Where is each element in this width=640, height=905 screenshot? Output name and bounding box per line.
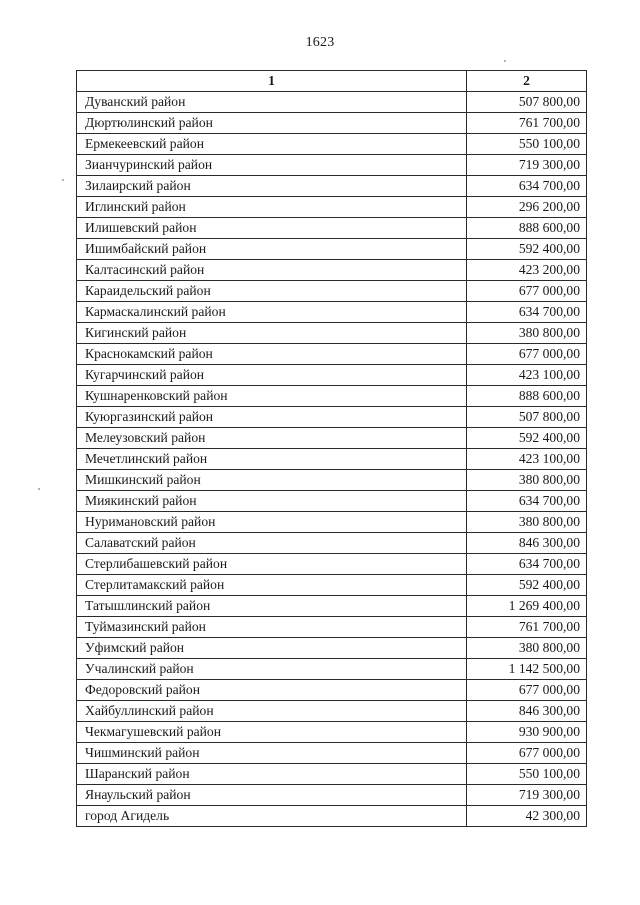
table-header-row	[77, 71, 587, 92]
amount-cell: 677 000,00	[467, 743, 587, 764]
allocation-table	[76, 70, 587, 827]
amount-cell: 507 800,00	[467, 407, 587, 428]
amount-cell: 677 000,00	[467, 281, 587, 302]
amount-cell: 507 800,00	[467, 92, 587, 113]
district-name-cell: Мечетлинский район	[77, 449, 467, 470]
amount-cell: 634 700,00	[467, 554, 587, 575]
district-name-cell: Кармаскалинский район	[77, 302, 467, 323]
table-row	[77, 701, 587, 722]
table-row	[77, 533, 587, 554]
district-name-cell: Кугарчинский район	[77, 365, 467, 386]
table-row	[77, 113, 587, 134]
amount-cell: 719 300,00	[467, 155, 587, 176]
district-name-cell: Хайбуллинский район	[77, 701, 467, 722]
amount-cell: 42 300,00	[467, 806, 587, 827]
table-row	[77, 491, 587, 512]
district-name-cell: Федоровский район	[77, 680, 467, 701]
table-row	[77, 281, 587, 302]
amount-cell: 719 300,00	[467, 785, 587, 806]
table-row	[77, 197, 587, 218]
amount-cell: 1 269 400,00	[467, 596, 587, 617]
amount-cell: 930 900,00	[467, 722, 587, 743]
district-name-cell: Зианчуринский район	[77, 155, 467, 176]
amount-cell: 761 700,00	[467, 113, 587, 134]
amount-cell: 380 800,00	[467, 470, 587, 491]
table-row	[77, 323, 587, 344]
table-row	[77, 134, 587, 155]
district-name-cell: Иглинский район	[77, 197, 467, 218]
table-row	[77, 92, 587, 113]
amount-cell: 634 700,00	[467, 491, 587, 512]
district-name-cell: Куюргазинский район	[77, 407, 467, 428]
table-row	[77, 806, 587, 827]
amount-cell: 846 300,00	[467, 533, 587, 554]
table-row	[77, 449, 587, 470]
amount-cell: 761 700,00	[467, 617, 587, 638]
amount-cell: 550 100,00	[467, 134, 587, 155]
amount-cell: 1 142 500,00	[467, 659, 587, 680]
district-name-cell: Татышлинский район	[77, 596, 467, 617]
table-row	[77, 386, 587, 407]
table-row	[77, 659, 587, 680]
district-name-cell: Янаульский район	[77, 785, 467, 806]
table-row	[77, 428, 587, 449]
district-name-cell: город Агидель	[77, 806, 467, 827]
amount-cell: 380 800,00	[467, 323, 587, 344]
scan-speck	[62, 179, 64, 181]
district-name-cell: Чишминский район	[77, 743, 467, 764]
table-row	[77, 218, 587, 239]
table-row	[77, 512, 587, 533]
district-name-cell: Миякинский район	[77, 491, 467, 512]
district-name-cell: Ермекеевский район	[77, 134, 467, 155]
scan-speck	[504, 60, 506, 62]
amount-cell: 296 200,00	[467, 197, 587, 218]
district-name-cell: Краснокамский район	[77, 344, 467, 365]
table-row	[77, 596, 587, 617]
column-header-2: 2	[467, 71, 587, 92]
table-row	[77, 239, 587, 260]
amount-cell: 846 300,00	[467, 701, 587, 722]
table-row	[77, 575, 587, 596]
district-name-cell: Шаранский район	[77, 764, 467, 785]
table-row	[77, 176, 587, 197]
district-name-cell: Кигинский район	[77, 323, 467, 344]
district-name-cell: Туймазинский район	[77, 617, 467, 638]
table-row	[77, 680, 587, 701]
district-name-cell: Караидельский район	[77, 281, 467, 302]
amount-cell: 677 000,00	[467, 344, 587, 365]
district-name-cell: Зилаирский район	[77, 176, 467, 197]
amount-cell: 592 400,00	[467, 239, 587, 260]
district-name-cell: Стерлитамакский район	[77, 575, 467, 596]
amount-cell: 380 800,00	[467, 638, 587, 659]
amount-cell: 380 800,00	[467, 512, 587, 533]
district-name-cell: Дуванский район	[77, 92, 467, 113]
column-header-1: 1	[77, 71, 467, 92]
table-row	[77, 155, 587, 176]
amount-cell: 423 100,00	[467, 365, 587, 386]
amount-cell: 634 700,00	[467, 176, 587, 197]
district-name-cell: Мишкинский район	[77, 470, 467, 491]
amount-cell: 592 400,00	[467, 428, 587, 449]
table-row	[77, 470, 587, 491]
district-name-cell: Ишимбайский район	[77, 239, 467, 260]
amount-cell: 888 600,00	[467, 218, 587, 239]
table-row	[77, 764, 587, 785]
table-row	[77, 785, 587, 806]
amount-cell: 888 600,00	[467, 386, 587, 407]
table-row	[77, 743, 587, 764]
table-row	[77, 365, 587, 386]
table-row	[77, 554, 587, 575]
table-body	[77, 92, 587, 827]
table-row	[77, 344, 587, 365]
district-name-cell: Калтасинский район	[77, 260, 467, 281]
table-row	[77, 617, 587, 638]
table-row	[77, 260, 587, 281]
amount-cell: 423 100,00	[467, 449, 587, 470]
amount-cell: 677 000,00	[467, 680, 587, 701]
district-name-cell: Уфимский район	[77, 638, 467, 659]
amount-cell: 592 400,00	[467, 575, 587, 596]
amount-cell: 634 700,00	[467, 302, 587, 323]
district-name-cell: Дюртюлинский район	[77, 113, 467, 134]
amount-cell: 550 100,00	[467, 764, 587, 785]
page-number: 1623	[305, 35, 335, 50]
scan-speck	[38, 488, 40, 490]
table-row	[77, 302, 587, 323]
district-name-cell: Учалинский район	[77, 659, 467, 680]
district-name-cell: Илишевский район	[77, 218, 467, 239]
district-name-cell: Кушнаренковский район	[77, 386, 467, 407]
table-row	[77, 407, 587, 428]
amount-cell: 423 200,00	[467, 260, 587, 281]
district-name-cell: Салаватский район	[77, 533, 467, 554]
district-name-cell: Чекмагушевский район	[77, 722, 467, 743]
district-name-cell: Стерлибашевский район	[77, 554, 467, 575]
table-row	[77, 722, 587, 743]
district-name-cell: Нуримановский район	[77, 512, 467, 533]
district-name-cell: Мелеузовский район	[77, 428, 467, 449]
table-row	[77, 638, 587, 659]
